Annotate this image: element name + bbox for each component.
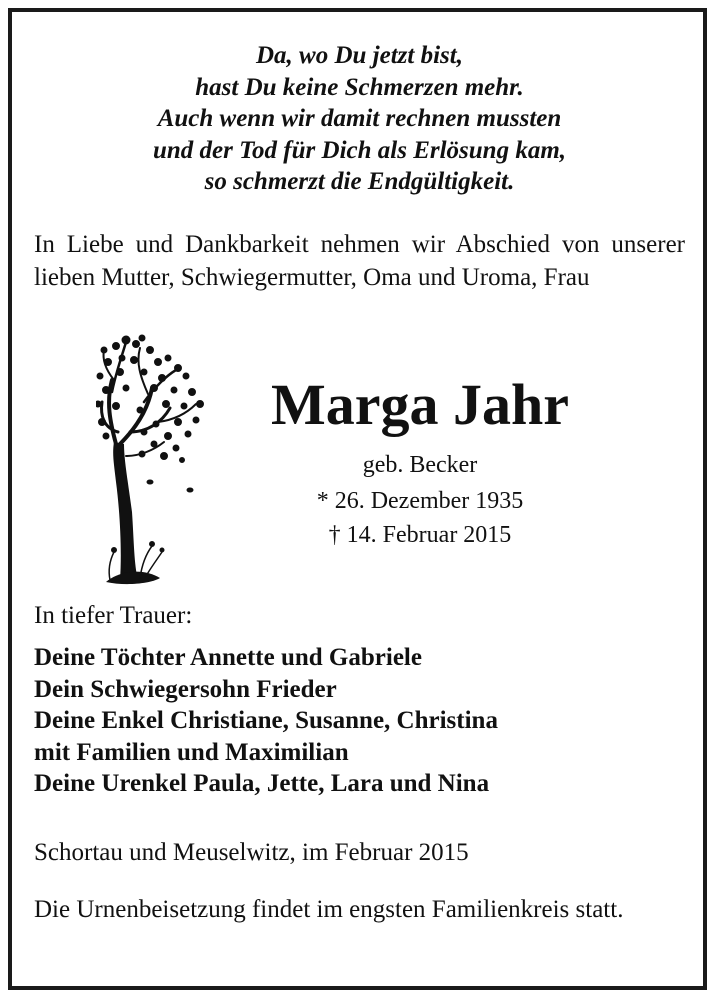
poem-line: Auch wenn wir damit rechnen mussten [157, 105, 562, 132]
mourner-line: mit Familien und Maximilian [34, 738, 349, 766]
place-date: Schortau und Meuselwitz, im Februar 2015 [34, 839, 469, 866]
burial-note: Die Urnenbeisetzung findet im engsten Familienkreis statt. [34, 896, 624, 923]
born-name: geb. Becker [362, 452, 478, 478]
mourner-line: Dein Schwiegersohn Frieder [34, 675, 337, 703]
death-date: † 14. Februar 2015 [328, 522, 512, 548]
poem [0, 40, 719, 198]
intro-text: In Liebe und Dankbarkeit nehmen wir Abschied von unserer lieben Mutter, Schwiegermutter, Oma und Uroma, Frau [34, 231, 685, 291]
birth-date: * 26. Dezember 1935 [316, 488, 524, 514]
mourner-line: Deine Urenkel Paula, Jette, Lara und Nina [34, 770, 490, 797]
deceased-name: Marga Jahr [271, 372, 569, 437]
poem-line: und der Tod für Dich als Erlösung kam, [152, 136, 567, 164]
tree-icon [96, 332, 212, 588]
poem-line: Da, wo Du jetzt bist, [256, 42, 463, 69]
mourner-line: Deine Enkel Christiane, Susanne, Christina [34, 707, 498, 734]
mourners-list [34, 642, 498, 800]
mourners-label: In tiefer Trauer: [34, 602, 193, 629]
mourner-line: Deine Töchter Annette und Gabriele [34, 644, 422, 671]
poem-line: hast Du keine Schmerzen mehr. [195, 73, 524, 101]
poem-line: so schmerzt die Endgültigkeit. [204, 168, 515, 195]
